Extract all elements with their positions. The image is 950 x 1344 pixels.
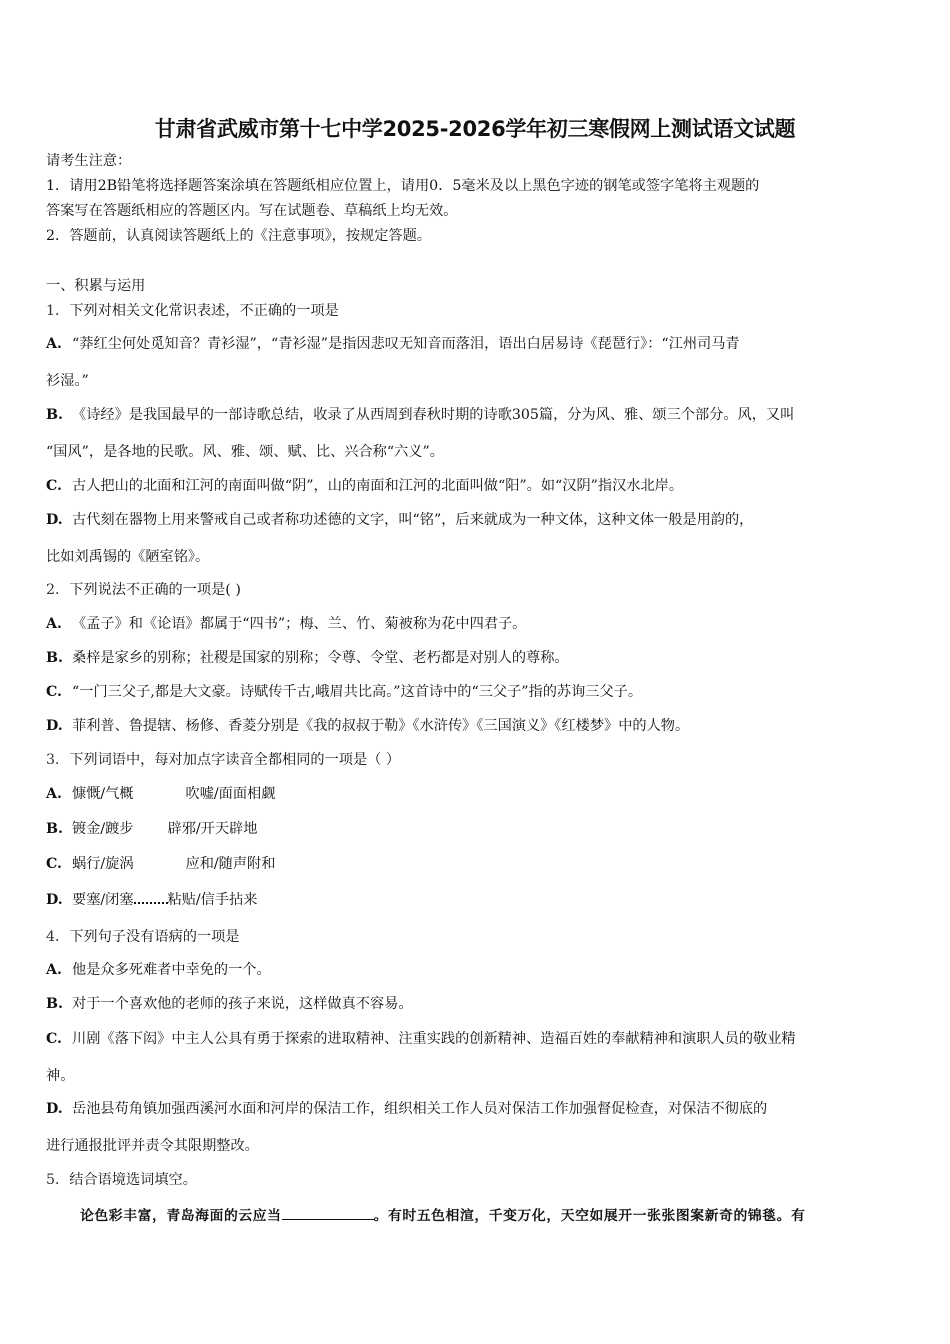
option-text: 菲利普、鲁提辖、杨修、香菱分别是《我的叔叔于勒》《水浒传》《三国演义》《红楼梦》中的人物。	[72, 718, 690, 734]
notice-item-1-line-1: 1．请用2B铅笔将选择题答案涂填在答题纸相应位置上，请用0．5毫米及以上黑色字迹的钢笔或签字笔将主观题的	[46, 178, 760, 194]
question-number: 4．	[46, 929, 70, 945]
option-letter: A.	[46, 336, 62, 352]
question-text: 下列词语中，每对加点字读音全都相同的一项是（ ）	[69, 752, 401, 768]
notice-item-2: 2．答题前，认真阅读答题纸上的《注意事项》，按规定答题。	[46, 228, 431, 244]
option-text: 对于一个喜欢他的老师的孩子来说，这样做真不容易。	[72, 996, 413, 1012]
option-letter: A.	[46, 616, 62, 632]
question-1-stem	[46, 302, 339, 320]
q1-option-b[interactable]	[46, 406, 794, 424]
q4-option-d[interactable]	[46, 1100, 767, 1118]
page-title: 甘肃省武威市第十七中学2025-2026学年初三寒假网上测试语文试题	[154, 117, 796, 141]
passage-text-after: 。有时五色相渲，千变万化，天空如展开一张张图案新奇的锦毯。有	[373, 1208, 806, 1224]
option-left-pair: 镀金/踱步	[72, 821, 134, 837]
option-letter: C.	[46, 856, 62, 872]
option-letter: C.	[46, 684, 62, 700]
option-text: 岳池县苟角镇加强西溪河水面和河岸的保洁工作，组织相关工作人员对保洁工作加强督促检查，对保洁不彻底的	[72, 1101, 768, 1117]
question-4-stem	[46, 928, 239, 946]
q2-option-d[interactable]	[46, 717, 689, 735]
q1-option-a[interactable]	[46, 335, 740, 353]
option-letter: D.	[46, 1101, 63, 1117]
q5-passage	[80, 1204, 805, 1224]
option-text: 桑梓是家乡的别称；社稷是国家的别称；令尊、令堂、老朽都是对别人的尊称。	[72, 650, 569, 666]
q3-option-d[interactable]	[46, 891, 257, 909]
question-text: 下列对相关文化常识表述，不正确的一项是	[69, 303, 339, 319]
q4-option-c[interactable]	[46, 1030, 796, 1048]
option-letter: A.	[46, 962, 62, 978]
option-text: 川剧《落下闳》中主人公具有勇于探索的进取精神、注重实践的创新精神、造福百姓的奉献精神和演职人员的敬业精	[72, 1031, 796, 1047]
option-letter: A.	[46, 786, 62, 802]
option-text: “一门三父子,都是大文豪。诗赋传千古,峨眉共比高。”这首诗中的“三父子”指的苏询三父子。	[72, 684, 643, 700]
question-3-stem	[46, 751, 400, 769]
q1-option-a-continued: 衫湿。”	[46, 373, 89, 389]
q2-option-a[interactable]	[46, 615, 526, 633]
option-text: 古代刻在器物上用来警戒自己或者称功述德的文字，叫“铭”，后来就成为一种文体，这种文体一般是用韵的，	[72, 512, 754, 528]
option-letter: D.	[46, 718, 63, 734]
option-letter: C.	[46, 478, 62, 494]
question-number: 1．	[46, 303, 70, 319]
notice-item-1-line-2: 答案写在答题纸相应的答题区内。写在试题卷、草稿纸上均无效。	[46, 203, 458, 219]
q1-option-b-continued: “国风”，是各地的民歌。风、雅、颂、赋、比、兴合称“六义”。	[46, 444, 444, 460]
question-number: 5．	[46, 1172, 70, 1188]
q2-option-b[interactable]	[46, 649, 569, 667]
q3-option-c[interactable]	[46, 855, 275, 873]
q3-option-a[interactable]	[46, 785, 275, 803]
option-text: 他是众多死难者中幸免的一个。	[72, 962, 271, 978]
option-left-pair: 要塞/闭塞	[72, 892, 134, 908]
q1-option-d-continued: 比如刘禹锡的《陋室铭》。	[46, 549, 210, 565]
option-text: 《诗经》是我国最早的一部诗歌总结，收录了从西周到春秋时期的诗歌305篇，分为风、雅、颂三个部分。风，又叫	[72, 407, 795, 423]
option-letter: B.	[46, 650, 63, 666]
option-right-pair: 粘贴/信手拈来	[167, 892, 258, 908]
option-right-pair: 应和/随声附和	[185, 856, 276, 872]
q4-option-d-continued: 进行通报批评并责令其限期整改。	[46, 1138, 259, 1154]
option-letter: D.	[46, 512, 63, 528]
passage-text-before: 论色彩丰富，青岛海面的云应当	[80, 1208, 282, 1224]
fill-in-blank[interactable]	[282, 1205, 374, 1220]
option-letter: D.	[46, 892, 63, 908]
question-number: 3．	[46, 752, 70, 768]
question-number: 2．	[46, 582, 70, 598]
notice-heading: 请考生注意：	[46, 153, 132, 169]
q2-option-c[interactable]	[46, 683, 642, 701]
section-heading: 一、积累与运用	[46, 278, 146, 294]
option-letter: B.	[46, 996, 63, 1012]
q1-option-d[interactable]	[46, 511, 753, 529]
q4-option-c-continued: 神。	[46, 1068, 75, 1084]
option-left-pair: 蜗行/旋涡	[72, 856, 134, 872]
question-text: 结合语境选词填空。	[69, 1172, 197, 1188]
question-5-stem	[46, 1171, 197, 1189]
option-text: 《孟子》和《论语》都属于“四书”；梅、兰、竹、菊被称为花中四君子。	[72, 616, 527, 632]
option-right-pair: 辟邪/开天辟地	[167, 821, 258, 837]
option-letter: B.	[46, 407, 63, 423]
question-text: 下列说法不正确的一项是( )	[69, 582, 241, 598]
option-right-pair: 吹嘘/面面相觑	[185, 786, 276, 802]
option-text: “莽红尘何处觅知音？青衫湿”，“青衫湿”是指因悲叹无知音而落泪，语出白居易诗《琵琶行》：“江州司马青	[72, 336, 740, 352]
q1-option-c[interactable]	[46, 477, 683, 495]
q3-option-b[interactable]	[46, 820, 257, 838]
question-2-stem	[46, 581, 241, 599]
q4-option-b[interactable]	[46, 995, 413, 1013]
question-text: 下列句子没有语病的一项是	[69, 929, 240, 945]
q4-option-a[interactable]	[46, 961, 271, 979]
option-letter: B.	[46, 821, 63, 837]
option-left-pair: 慷慨/气概	[72, 786, 134, 802]
option-letter: C.	[46, 1031, 62, 1047]
option-text: 古人把山的北面和江河的南面叫做“阴”，山的南面和江河的北面叫做“阳”。如“汉阴”指汉水北岸。	[72, 478, 684, 494]
